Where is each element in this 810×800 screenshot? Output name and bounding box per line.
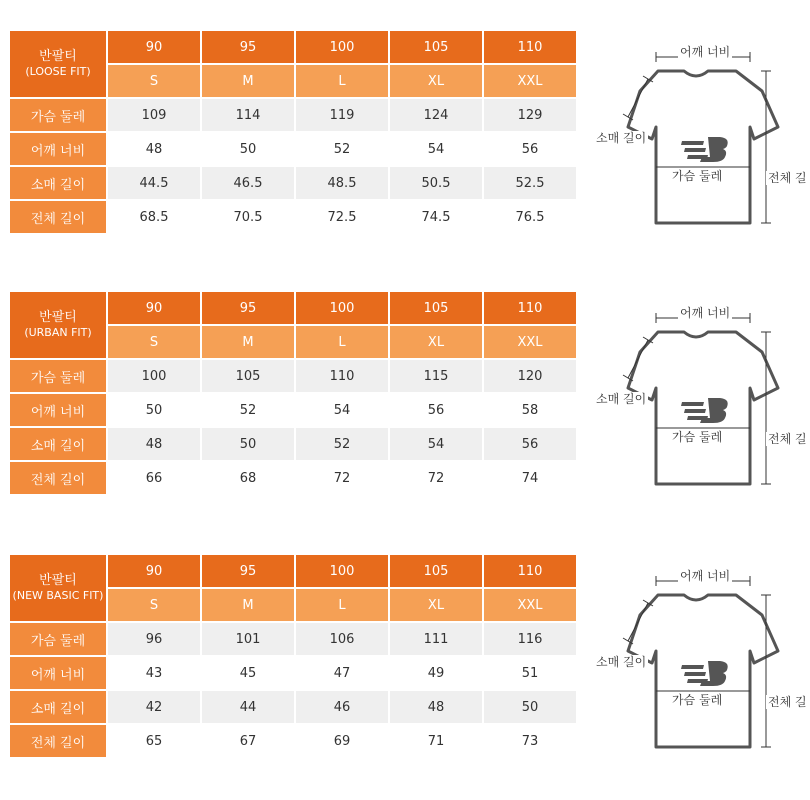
- table-cell: 56: [390, 394, 482, 426]
- table-row: [10, 428, 576, 460]
- shoulder-width-label: 어깨 너비: [680, 45, 731, 59]
- size-number-header: 95: [202, 292, 294, 324]
- table-cell: 119: [296, 99, 388, 131]
- table-cell: 44: [202, 691, 294, 723]
- table-cell: 116: [484, 623, 576, 655]
- size-chart-section-1: [10, 31, 807, 241]
- table-cell: 71: [390, 725, 482, 757]
- row-label-sleeve: 소매 길이: [10, 428, 106, 460]
- size-letter-header: L: [296, 589, 388, 621]
- table-cell: 52: [296, 133, 388, 165]
- size-number-header: 100: [296, 555, 388, 587]
- table-cell: 73: [484, 725, 576, 757]
- table-cell: 66: [108, 462, 200, 494]
- table-cell: 96: [108, 623, 200, 655]
- size-letter-header: XXL: [484, 65, 576, 97]
- table-cell: 68: [202, 462, 294, 494]
- size-letter-header: XXL: [484, 589, 576, 621]
- size-table: [8, 290, 578, 496]
- shoulder-width-label: 어깨 너비: [680, 306, 731, 320]
- size-number-header: 105: [390, 292, 482, 324]
- table-cell: 72: [390, 462, 482, 494]
- chest-label: 가슴 둘레: [672, 169, 723, 183]
- table-cell: 50: [202, 428, 294, 460]
- size-number-header: 95: [202, 31, 294, 63]
- table-cell: 49: [390, 657, 482, 689]
- table-row: [10, 691, 576, 723]
- table-cell: 100: [108, 360, 200, 392]
- table-cell: 48.5: [296, 167, 388, 199]
- table-cell: 69: [296, 725, 388, 757]
- shoulder-width-label: 어깨 너비: [680, 569, 731, 583]
- table-cell: 105: [202, 360, 294, 392]
- fit-name: (URBAN FIT): [24, 326, 92, 339]
- table-row: [10, 133, 576, 165]
- size-number-header: 105: [390, 555, 482, 587]
- size-letter-header: XXL: [484, 326, 576, 358]
- table-cell: 47: [296, 657, 388, 689]
- table-cell: 50.5: [390, 167, 482, 199]
- size-chart-section-3: [10, 555, 807, 765]
- size-letter-header: M: [202, 65, 294, 97]
- fit-name: (LOOSE FIT): [25, 65, 91, 78]
- table-row: [10, 360, 576, 392]
- fit-name: (NEW BASIC FIT): [12, 589, 104, 602]
- table-cell: 51: [484, 657, 576, 689]
- table-cell: 124: [390, 99, 482, 131]
- table-cell: 54: [390, 428, 482, 460]
- table-cell: 65: [108, 725, 200, 757]
- table-cell: 68.5: [108, 201, 200, 233]
- table-cell: 48: [390, 691, 482, 723]
- size-number-header: 100: [296, 292, 388, 324]
- table-row: [10, 201, 576, 233]
- size-number-header: 95: [202, 555, 294, 587]
- chest-label: 가슴 둘레: [672, 430, 723, 444]
- table-cell: 48: [108, 428, 200, 460]
- fit-header: [10, 31, 106, 97]
- size-number-header: 110: [484, 555, 576, 587]
- table-row: [10, 725, 576, 757]
- table-row: [10, 623, 576, 655]
- total-length-label: 전체 길: [768, 432, 807, 446]
- table-cell: 114: [202, 99, 294, 131]
- fit-header: [10, 555, 106, 621]
- measurement-diagram: [590, 39, 810, 239]
- size-letter-header: S: [108, 326, 200, 358]
- table-cell: 109: [108, 99, 200, 131]
- table-cell: 45: [202, 657, 294, 689]
- table-cell: 54: [390, 133, 482, 165]
- fit-title: 반팔티: [39, 573, 77, 588]
- table-cell: 52: [202, 394, 294, 426]
- size-letter-header: S: [108, 65, 200, 97]
- size-letter-header: XL: [390, 589, 482, 621]
- row-label-chest: 가슴 둘레: [10, 360, 106, 392]
- sleeve-length-label: 소매 길이: [596, 131, 647, 145]
- table-cell: 54: [296, 394, 388, 426]
- row-label-length: 전체 길이: [10, 725, 106, 757]
- table-cell: 74.5: [390, 201, 482, 233]
- table-row: [10, 394, 576, 426]
- row-label-shoulder: 어깨 너비: [10, 394, 106, 426]
- size-table: [8, 29, 578, 235]
- table-cell: 46.5: [202, 167, 294, 199]
- size-number-header: 110: [484, 31, 576, 63]
- size-letter-header: M: [202, 326, 294, 358]
- row-label-sleeve: 소매 길이: [10, 167, 106, 199]
- size-letter-header: XL: [390, 326, 482, 358]
- size-number-header: 100: [296, 31, 388, 63]
- size-number-header: 105: [390, 31, 482, 63]
- table-cell: 72: [296, 462, 388, 494]
- table-cell: 129: [484, 99, 576, 131]
- table-cell: 72.5: [296, 201, 388, 233]
- size-number-header: 90: [108, 31, 200, 63]
- table-cell: 76.5: [484, 201, 576, 233]
- table-cell: 120: [484, 360, 576, 392]
- table-cell: 50: [202, 133, 294, 165]
- table-cell: 52.5: [484, 167, 576, 199]
- table-cell: 111: [390, 623, 482, 655]
- table-cell: 115: [390, 360, 482, 392]
- row-label-sleeve: 소매 길이: [10, 691, 106, 723]
- table-cell: 101: [202, 623, 294, 655]
- table-cell: 46: [296, 691, 388, 723]
- table-cell: 52: [296, 428, 388, 460]
- row-label-length: 전체 길이: [10, 462, 106, 494]
- table-row: [10, 99, 576, 131]
- row-label-shoulder: 어깨 너비: [10, 657, 106, 689]
- sleeve-length-label: 소매 길이: [596, 655, 647, 669]
- row-label-length: 전체 길이: [10, 201, 106, 233]
- size-number-header: 90: [108, 555, 200, 587]
- table-cell: 74: [484, 462, 576, 494]
- table-cell: 67: [202, 725, 294, 757]
- table-cell: 43: [108, 657, 200, 689]
- size-letter-header: S: [108, 589, 200, 621]
- row-label-shoulder: 어깨 너비: [10, 133, 106, 165]
- fit-header: [10, 292, 106, 358]
- table-cell: 58: [484, 394, 576, 426]
- measurement-diagram: [590, 300, 810, 500]
- size-letter-header: XL: [390, 65, 482, 97]
- fit-title: 반팔티: [39, 49, 77, 64]
- table-cell: 110: [296, 360, 388, 392]
- size-letter-header: M: [202, 589, 294, 621]
- size-chart-section-2: [10, 292, 807, 502]
- table-cell: 70.5: [202, 201, 294, 233]
- total-length-label: 전체 길: [768, 171, 807, 185]
- size-letter-header: L: [296, 65, 388, 97]
- fit-title: 반팔티: [39, 310, 77, 325]
- size-table: [8, 553, 578, 759]
- total-length-label: 전체 길: [768, 695, 807, 709]
- table-cell: 42: [108, 691, 200, 723]
- size-number-header: 90: [108, 292, 200, 324]
- row-label-chest: 가슴 둘레: [10, 99, 106, 131]
- table-cell: 50: [484, 691, 576, 723]
- table-row: [10, 167, 576, 199]
- table-cell: 56: [484, 428, 576, 460]
- size-letter-header: L: [296, 326, 388, 358]
- table-cell: 106: [296, 623, 388, 655]
- table-cell: 56: [484, 133, 576, 165]
- table-cell: 50: [108, 394, 200, 426]
- chest-label: 가슴 둘레: [672, 693, 723, 707]
- measurement-diagram: [590, 563, 810, 763]
- table-row: [10, 462, 576, 494]
- sleeve-length-label: 소매 길이: [596, 392, 647, 406]
- table-cell: 44.5: [108, 167, 200, 199]
- size-number-header: 110: [484, 292, 576, 324]
- row-label-chest: 가슴 둘레: [10, 623, 106, 655]
- table-cell: 48: [108, 133, 200, 165]
- table-row: [10, 657, 576, 689]
